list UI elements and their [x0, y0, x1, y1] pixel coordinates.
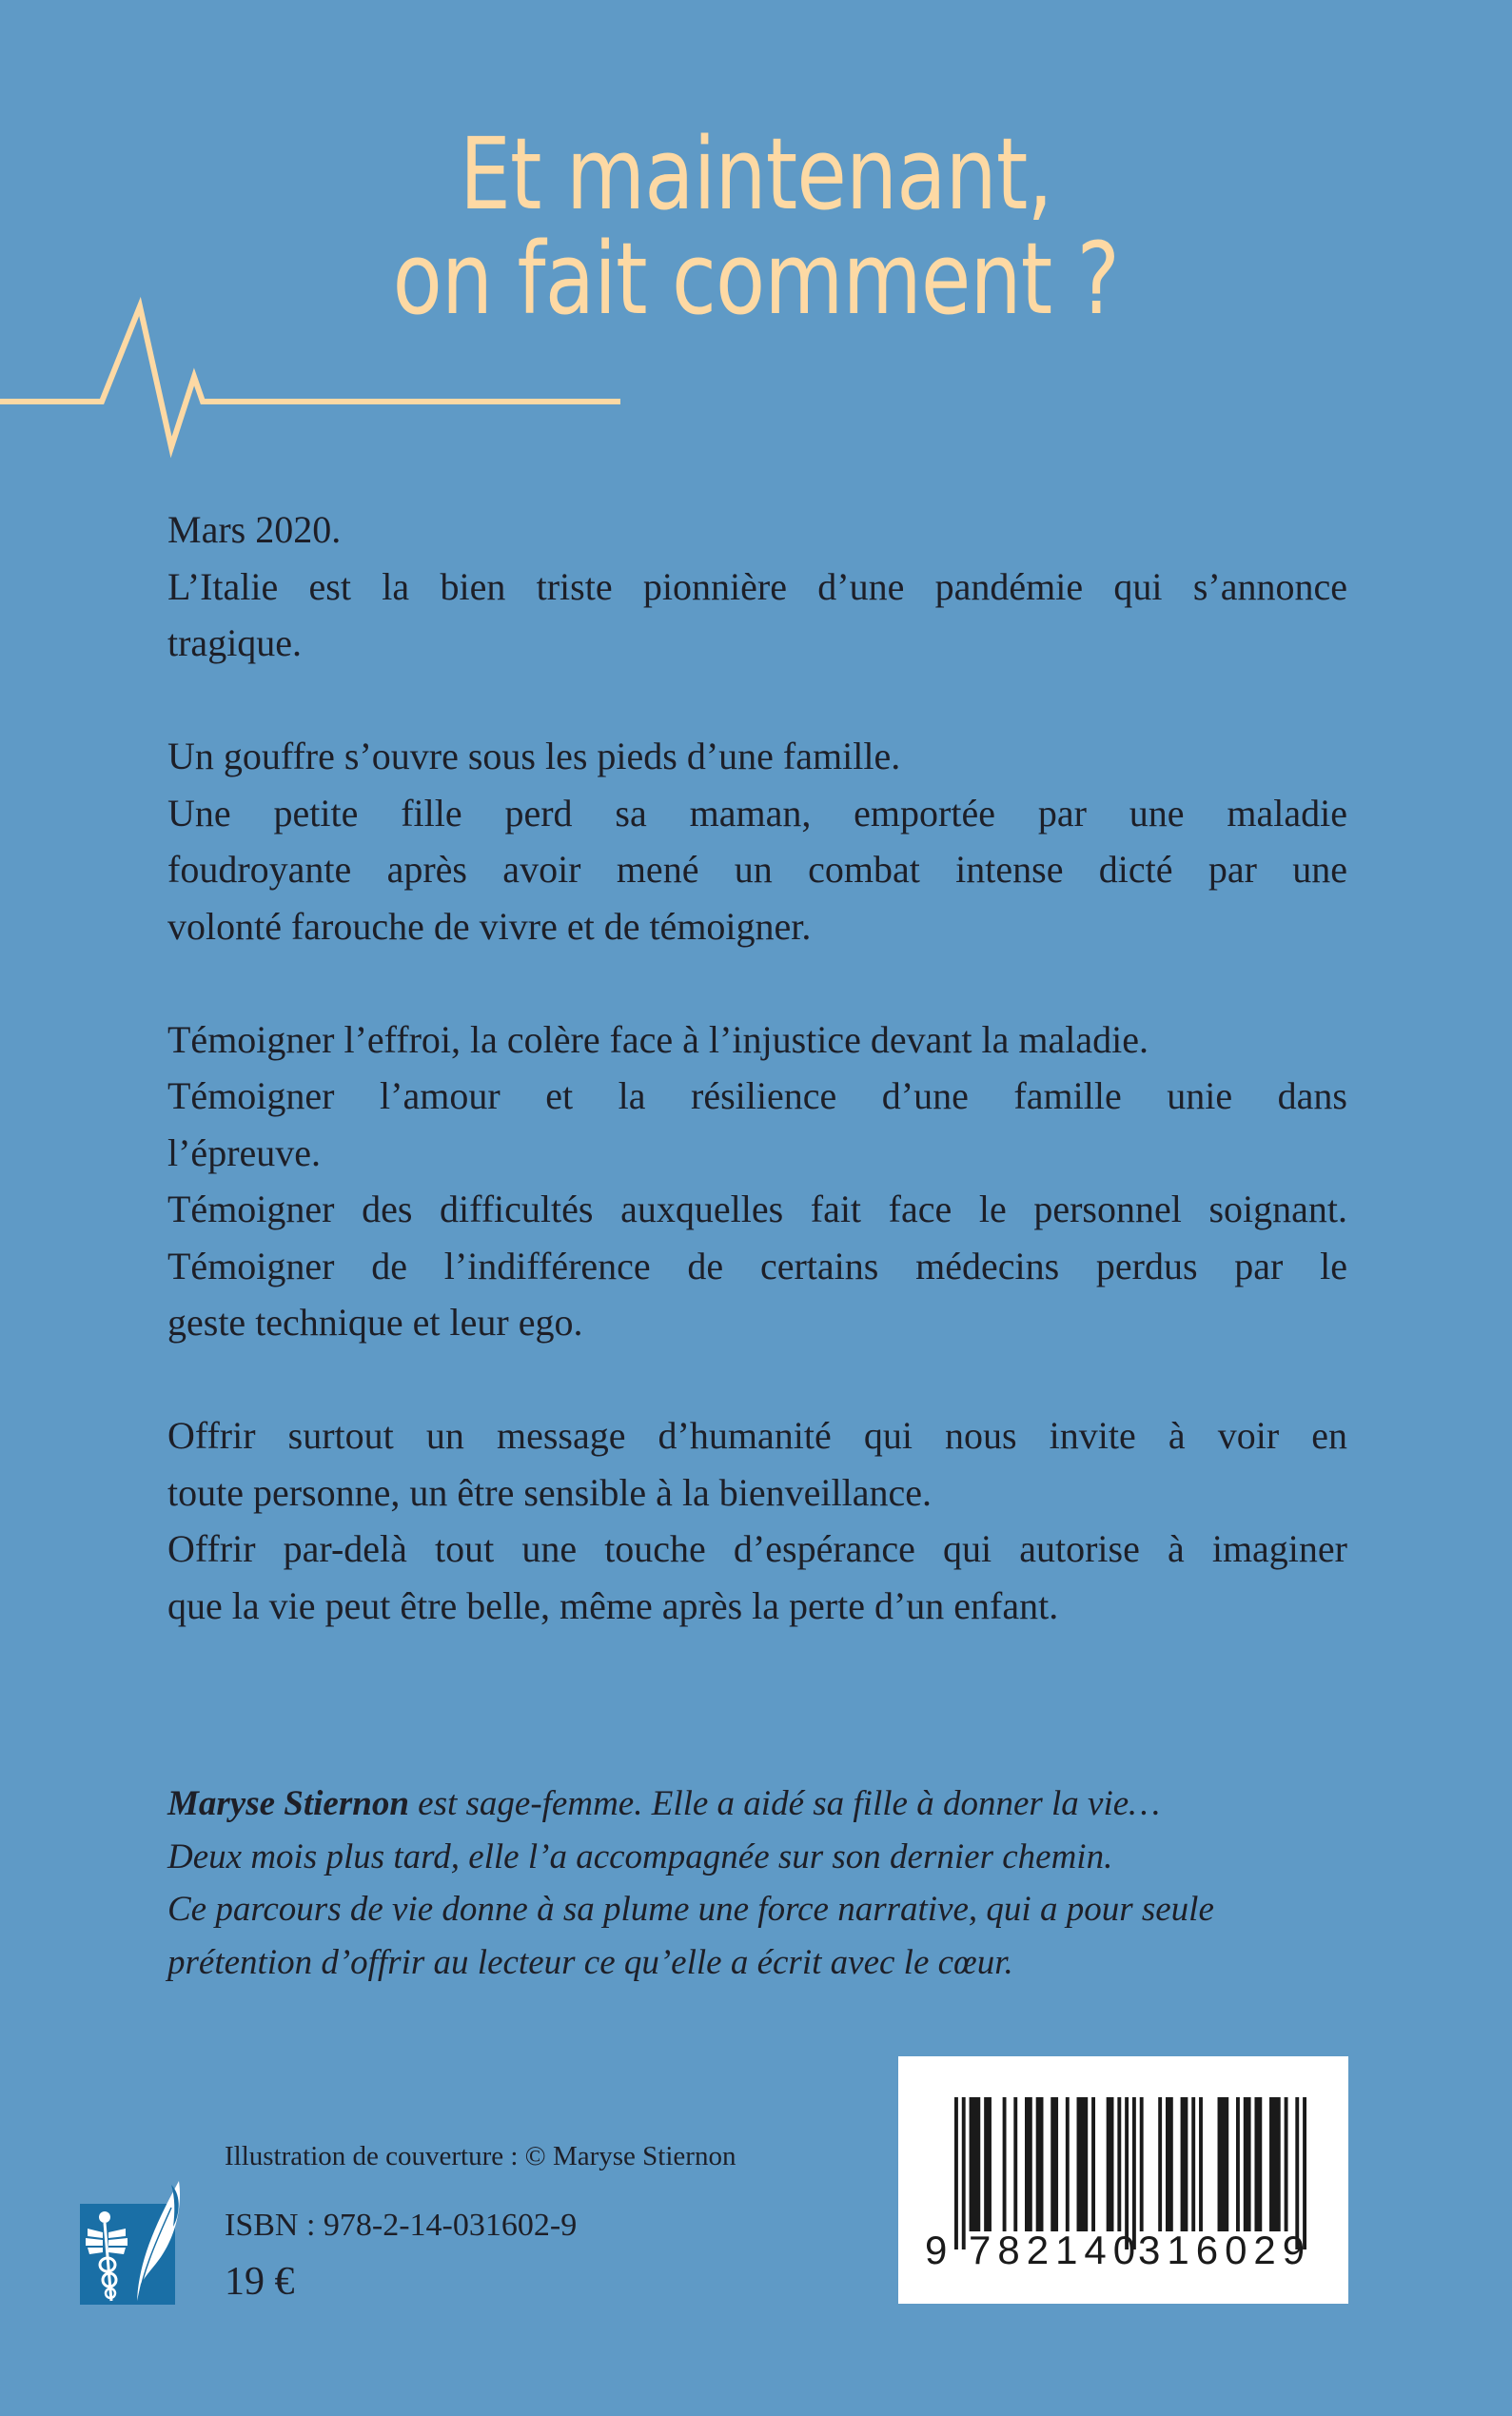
heartbeat-line-icon [0, 285, 666, 476]
barcode-bar [1303, 2097, 1306, 2249]
barcode-bar [970, 2097, 981, 2231]
barcode-bar [962, 2097, 966, 2249]
blurb-paragraph [167, 1407, 1347, 1634]
title-line-1: Et maintenant, [459, 116, 1052, 232]
barcode-bar [1091, 2097, 1095, 2231]
barcode-bar [1077, 2097, 1089, 2231]
barcode-bar [1295, 2097, 1299, 2249]
blurb-line: tragique. [167, 621, 303, 664]
author-bio [167, 1778, 1347, 1989]
blurb-line: l’épreuve. [167, 1130, 322, 1174]
blurb-line: que la vie peut être belle, même après la perte d’un enfant. [167, 1583, 1059, 1627]
barcode-bar [1285, 2097, 1288, 2231]
blurb-paragraph [167, 728, 1347, 954]
barcode-bar [1132, 2097, 1136, 2249]
barcode-bar [1125, 2097, 1129, 2249]
author-name: Maryse Stiernon [167, 1784, 409, 1823]
barcode-bar [1191, 2097, 1195, 2231]
price-label: 19 € [225, 2260, 295, 2304]
blurb-line: foudroyante après avoir mené un combat intense dicté par une [167, 848, 1347, 891]
blurb-line: Mars 2020. [167, 508, 342, 551]
blurb-line: volonté farouche de vivre et de témoigner. [167, 904, 812, 948]
barcode-bar [1166, 2097, 1173, 2231]
blurb-line: Témoigner des difficultés auxquelles fait face le personnel soignant. [167, 1188, 1347, 1230]
blurb-line: Une petite fille perd sa maman, emportée par une maladie [167, 791, 1347, 835]
barcode-bar [1218, 2097, 1229, 2231]
barcode-bar [1244, 2097, 1251, 2231]
blurb-line: toute personne, un être sensible à la bienveillance. [167, 1470, 933, 1514]
blurb-line: geste technique et leur ego. [167, 1301, 583, 1344]
author-bio-line: Deux mois plus tard, elle l’a accompagnée sur son dernier chemin. [167, 1837, 1113, 1876]
barcode-bar [1236, 2097, 1240, 2231]
barcode-bar [1254, 2097, 1262, 2231]
barcode-bar [1066, 2097, 1070, 2231]
author-bio-line [167, 1778, 1347, 1831]
barcode-bar [1013, 2097, 1017, 2231]
barcode-bar [1051, 2097, 1058, 2231]
blurb-paragraph [167, 1012, 1347, 1351]
barcode-bar [1036, 2097, 1044, 2231]
back-cover-blurb [167, 501, 1347, 1691]
barcode-bar [1025, 2097, 1032, 2231]
isbn-label: ISBN : 978-2-14-031602-9 [225, 2208, 578, 2243]
barcode-bars [898, 2056, 1348, 2304]
barcode-bar [1140, 2097, 1144, 2231]
illustration-credit: Illustration de couverture : © Maryse Stiernon [225, 2141, 736, 2171]
barcode-left-digits: 782140 [969, 2228, 1143, 2272]
author-bio-text: est sage-femme. Elle a aidé sa fille à donner la vie… [408, 1784, 1161, 1823]
blurb-line: L’Italie est la bien triste pionnière d’une pandémie qui s’annonce [167, 564, 1347, 608]
blurb-line: Témoigner l’effroi, la colère face à l’injustice devant la maladie. [167, 1017, 1149, 1061]
isbn-barcode [898, 2056, 1348, 2304]
blurb-line: Un gouffre s’ouvre sous les pieds d’une famille. [167, 735, 901, 777]
blurb-line: Offrir surtout un message d’humanité qui nous invite à voir en [167, 1414, 1347, 1457]
blurb-line: Témoigner de l’indifférence de certains médecins perdus par le [167, 1244, 1347, 1287]
barcode-bar [1158, 2097, 1162, 2231]
blurb-line: Témoigner l’amour et la résilience d’une famille unie dans [167, 1074, 1347, 1117]
title-line-2: on fait comment ? [392, 221, 1120, 337]
barcode-first-digit: 9 [925, 2228, 948, 2272]
author-bio-line: prétention d’offrir au lecteur ce qu’elle a écrit avec le cœur. [167, 1942, 1013, 1982]
caduceus-feather-logo-icon [80, 2179, 185, 2305]
barcode-bar [1003, 2097, 1007, 2231]
barcode-bar [1199, 2097, 1203, 2231]
barcode-bar [954, 2097, 958, 2249]
barcode-bar [1269, 2097, 1281, 2231]
blurb-line: Offrir par-delà tout une touche d’espérance qui autorise à imaginer [167, 1527, 1347, 1570]
barcode-right-digits: 316029 [1138, 2228, 1312, 2272]
author-bio-line: Ce parcours de vie donne à sa plume une force narrative, qui a pour seule [167, 1890, 1214, 1929]
blurb-paragraph [167, 501, 1347, 672]
barcode-bar [984, 2097, 992, 2231]
barcode-bar [1181, 2097, 1188, 2231]
barcode-bar [1117, 2097, 1121, 2231]
barcode-bar [1107, 2097, 1114, 2231]
